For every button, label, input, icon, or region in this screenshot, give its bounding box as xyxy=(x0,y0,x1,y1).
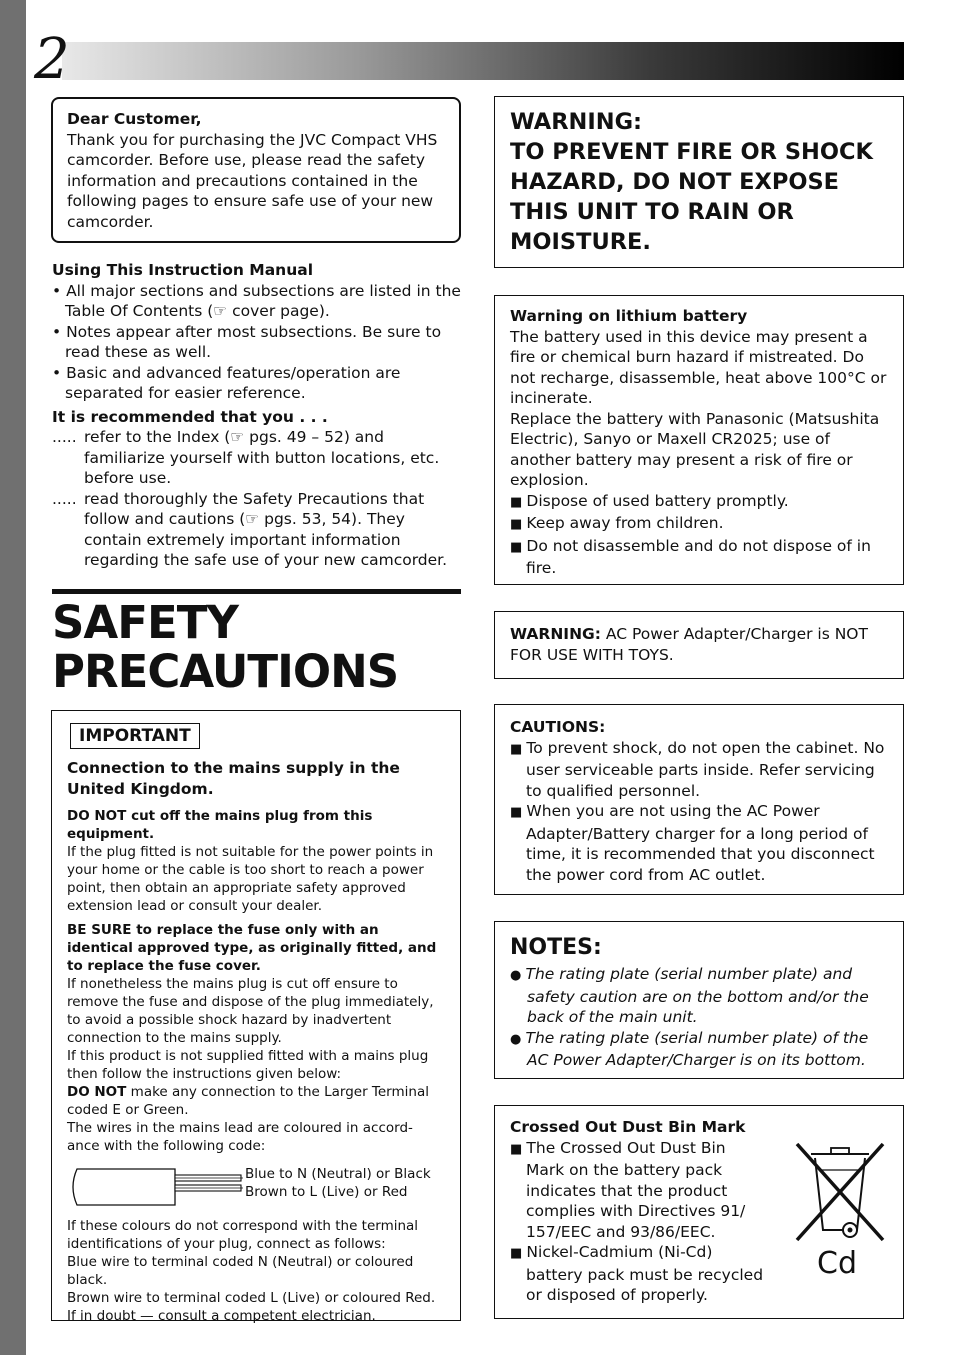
manual-bullet: • Notes appear after most subsections. Be sure to read these as well. xyxy=(52,322,442,361)
lithium-warning-box xyxy=(494,295,904,585)
note-item: ● The rating plate (serial number plate) of the AC Power Adapter/Charger is on its bottom. xyxy=(510,1028,888,1071)
lithium-paragraph: The battery used in this device may present a fire or chemical burn hazard if mistreated. Do not recharge, disassemble, heat above 100°C or incinerate. xyxy=(510,327,887,407)
recommend-item xyxy=(52,489,464,571)
dear-customer-line: Thank you for purchasing the JVC Compact VHS xyxy=(67,130,438,149)
manual-heading: Using This Instruction Manual xyxy=(52,261,314,279)
title-line: SAFETY xyxy=(52,596,238,649)
important-paragraph: Blue wire to terminal coded N (Neutral) or coloured black. xyxy=(67,1254,414,1288)
dear-customer-box xyxy=(51,97,461,243)
cable-illustration xyxy=(67,1165,243,1209)
wire-diagram xyxy=(67,1165,445,1211)
important-paragraph: If these colours do not correspond with the terminal identifications of your plug, connect as follows: xyxy=(67,1218,419,1252)
dear-customer-line: following pages to ensure safe use of your new xyxy=(67,192,434,210)
lithium-item: ■ Dispose of used battery promptly. xyxy=(510,491,888,514)
important-bold: BE SURE to replace the fuse only with an identical approved type, as originally fitted, and to replace the fuse cover. xyxy=(67,922,437,974)
recommend-item xyxy=(52,427,464,489)
ac-warning-bold: WARNING: xyxy=(510,625,601,643)
ac-warning-text xyxy=(510,624,888,665)
warning-box xyxy=(494,96,904,268)
lithium-paragraph: Replace the battery with Panasonic (Matsushita Electric), Sanyo or Maxell CR2025; use of another battery may present a risk of fire or explosion. xyxy=(510,409,880,489)
leader-dots: ..... xyxy=(52,489,77,508)
lithium-item: ■ Do not disassemble and do not dispose of in fire. xyxy=(510,536,888,579)
important-bold-inline: DO NOT xyxy=(67,1084,127,1100)
caution-item: ■ When you are not using the AC Power Adapter/Battery charger for a long period of time, it is recommended that you disconnect the power cord from AC outlet. xyxy=(510,801,888,885)
manual-bullet: • All major sections and subsections are listed in the Table Of Contents (☞ cover page). xyxy=(52,281,461,320)
title-line: PRECAUTIONS xyxy=(52,645,399,698)
important-paragraph: If this product is not supplied fitted with a mains plug then follow the instructions given below: xyxy=(67,1048,429,1082)
manual-bullet: • Basic and advanced features/operation are separated for easier reference. xyxy=(52,363,401,402)
dustbin-box xyxy=(494,1105,904,1319)
wire-brown-label: Brown to L (Live) or Red xyxy=(245,1184,408,1200)
ac-warning-body: AC Power Adapter/Charger is NOT FOR USE WITH TOYS. xyxy=(510,625,868,664)
recommend-text: refer to the Index (☞ pgs. 49 – 52) and familiarize yourself with button locations, etc. before use. xyxy=(84,428,440,487)
cautions-box xyxy=(494,704,904,895)
warning-line: THIS UNIT TO RAIN OR xyxy=(510,199,794,225)
recommend-heading: It is recommended that you . . . xyxy=(52,407,328,426)
page-number: 2 xyxy=(34,27,70,92)
dear-customer-heading: Dear Customer, xyxy=(67,110,202,128)
title-rule xyxy=(52,589,461,594)
manual-section xyxy=(52,260,464,571)
note-item: ● The rating plate (serial number plate) and safety caution are on the bottom and/or the back of the main unit. xyxy=(510,964,888,1028)
header-gradient-bar xyxy=(62,42,904,80)
warning-line: TO PREVENT FIRE OR SHOCK xyxy=(510,139,873,165)
warning-line: HAZARD, DO NOT EXPOSE xyxy=(510,169,840,195)
important-bold: DO NOT cut off the mains plug from this equipment. xyxy=(67,808,373,842)
important-paragraph: Brown wire to terminal coded L (Live) or coloured Red. xyxy=(67,1290,436,1306)
cautions-heading: CAUTIONS: xyxy=(510,718,606,736)
dear-customer-line: camcorder. xyxy=(67,212,154,231)
notes-heading: NOTES: xyxy=(510,935,602,960)
lithium-item: ■ Keep away from children. xyxy=(510,513,888,536)
important-heading: Connection to the mains supply in the United Kingdom. xyxy=(67,759,400,798)
wire-blue-label: Blue to N (Neutral) or Black xyxy=(245,1166,431,1182)
caution-item: ■ To prevent shock, do not open the cabinet. No user serviceable parts inside. Refer servicing to qualified personnel. xyxy=(510,738,888,802)
important-box xyxy=(51,710,461,1324)
important-paragraph: If nonetheless the mains plug is cut off ensure to remove the fuse and dispose of the plug immediately, to avoid a possible shock hazard by inadvertent connection to the mains supply. xyxy=(67,976,434,1046)
leader-dots: ..... xyxy=(52,428,77,446)
cd-symbol-label: Cd xyxy=(817,1246,857,1281)
important-paragraph: If the plug fitted is not suitable for the power points in your home or the cable is too short to reach a power point, then obtain an appropriate safety approved extension lead or consult your dealer. xyxy=(67,844,434,914)
wire-labels xyxy=(245,1165,431,1201)
dustbin-heading: Crossed Out Dust Bin Mark xyxy=(510,1118,746,1136)
dustbin-item: ■ The Crossed Out Dust Bin Mark on the battery pack indicates that the product complies with Directives 91/ 157/EEC and 93/86/EEC. xyxy=(510,1138,768,1243)
page-title xyxy=(52,598,398,696)
warning-line: MOISTURE. xyxy=(510,229,651,255)
important-paragraph xyxy=(67,1083,445,1119)
crossed-out-bin-icon xyxy=(793,1140,887,1244)
side-strip xyxy=(0,0,26,1355)
dustbin-items xyxy=(510,1138,768,1306)
notes-box xyxy=(494,921,904,1079)
dustbin-item: ■ Nickel-Cadmium (Ni-Cd) battery pack must be recycled or disposed of properly. xyxy=(510,1242,768,1306)
important-inline-text: make any connection to the Larger Terminal coded E or Green. xyxy=(67,1084,429,1118)
dear-customer-line: camcorder. Before use, please read the safety xyxy=(67,151,426,169)
important-paragraph: The wires in the mains lead are coloured in accord-ance with the following code: xyxy=(67,1120,413,1154)
important-label: IMPORTANT xyxy=(70,723,200,749)
ac-warning-box xyxy=(494,611,904,679)
important-paragraph: If in doubt — consult a competent electrician. xyxy=(67,1308,376,1324)
warning-line: WARNING: xyxy=(510,109,643,135)
dear-customer-line: information and precautions contained in the xyxy=(67,171,418,190)
recommend-text: read thoroughly the Safety Precautions that follow and cautions (☞ pgs. 53, 54). They contain extremely important information regarding the safe use of your new camcorder. xyxy=(84,489,448,569)
lithium-heading: Warning on lithium battery xyxy=(510,307,748,325)
